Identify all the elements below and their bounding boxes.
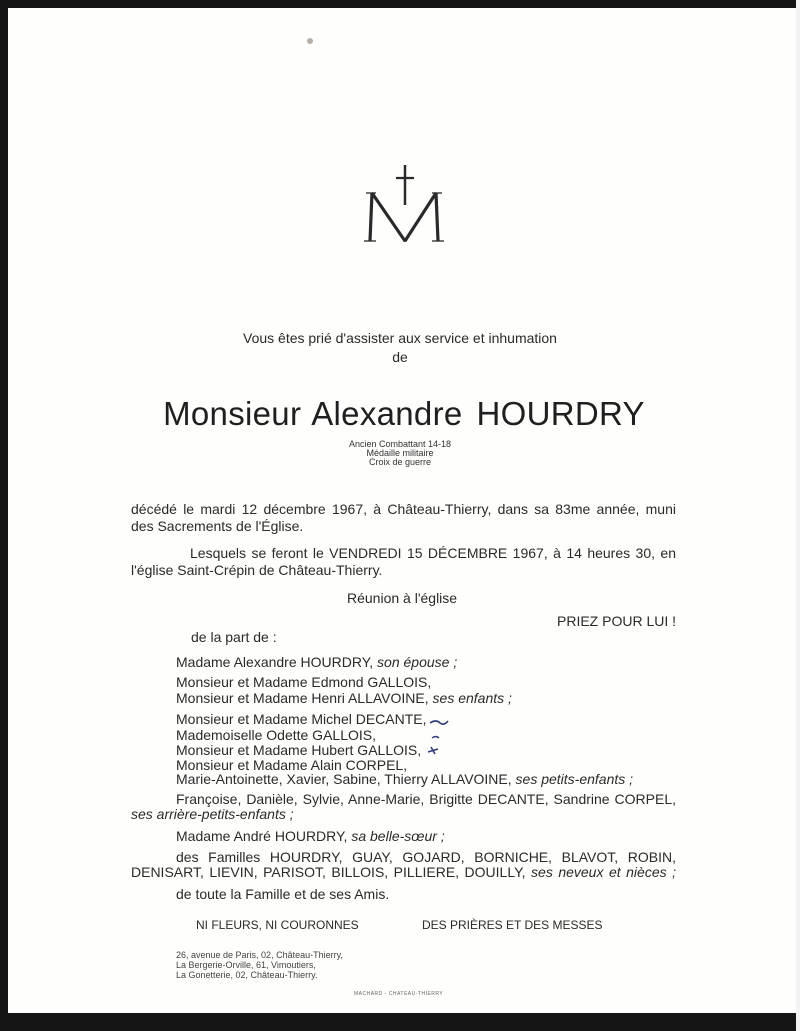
invitation-de: de xyxy=(392,349,408,365)
paper-spot xyxy=(307,38,313,44)
reunion-text: Réunion à l'église xyxy=(347,590,458,606)
mourning-border-top xyxy=(0,0,800,8)
address-2: La Bergerie-Orville, 61, Vimoutiers, xyxy=(176,960,316,970)
address-1: 26, avenue de Paris, 02, Château-Thierry, xyxy=(176,950,343,960)
printer-mark: MACHARD - CHATEAU-THIERRY xyxy=(354,991,444,997)
deceased-title: Monsieur xyxy=(163,395,302,432)
de-la-part: de la part de : xyxy=(191,629,277,645)
grandchild-line-5 xyxy=(176,771,633,787)
children-role: ses enfants ; xyxy=(432,690,512,706)
mourning-border-bottom xyxy=(0,1013,800,1031)
funeral-line-1: Lesquels se feront le VENDREDI 15 DÉCEMBRE 1967, à 14 heures 30, en xyxy=(190,545,676,561)
child-line-1: Monsieur et Madame Edmond GALLOIS, xyxy=(176,674,432,690)
grandchild-line-4: Monsieur et Madame Alain CORPEL, xyxy=(176,757,408,773)
nephews-role: ses neveux et nièces ; xyxy=(531,864,677,880)
address-3: La Gonetterie, 02, Château-Thierry. xyxy=(176,970,318,980)
deceased-name xyxy=(0,395,800,433)
mary-monogram-icon xyxy=(360,165,446,245)
pen-annotation-marks xyxy=(426,716,458,762)
spouse-line xyxy=(176,654,457,670)
decoration-croix: Croix de guerre xyxy=(368,457,432,467)
decoration-medal: Médaille militaire xyxy=(366,448,434,458)
prayers-masses-text: DES PRIÈRES ET DES MESSES xyxy=(422,918,603,932)
decoration-veteran: Ancien Combattant 14-18 xyxy=(348,439,452,449)
no-flowers-text: NI FLEURS, NI COURONNES xyxy=(196,918,359,932)
sister-in-law-line xyxy=(176,828,445,844)
great-grandchildren-names: Françoise, Danièle, Sylvie, Anne-Marie, Brigitte DECANTE, Sandrine CORPEL, xyxy=(176,791,676,807)
spouse-role: son épouse ; xyxy=(377,654,458,670)
page-edge-right xyxy=(796,0,800,1031)
mourning-border-left xyxy=(0,0,8,1031)
grandchild-line-2: Mademoiselle Odette GALLOIS, xyxy=(176,727,376,743)
deceased-first-name: Alexandre xyxy=(311,395,463,432)
grandchildren-role: ses petits-enfants ; xyxy=(515,771,634,787)
grandchild-line-3: Monsieur et Madame Hubert GALLOIS, xyxy=(176,742,422,758)
grandchildren-names: Marie-Antoinette, Xavier, Sabine, Thierry ALLAVOINE, xyxy=(176,771,512,787)
great-grandchildren-role: ses arrière-petits-enfants ; xyxy=(131,806,294,822)
families-names: DENISART, LIEVIN, PARISOT, BILLOIS, PILLIERE, DOUILLY, xyxy=(131,864,526,880)
prayer-text: PRIEZ POUR LUI ! xyxy=(557,613,677,629)
deceased-last-name: HOURDRY xyxy=(476,395,645,432)
grandchild-line-1: Monsieur et Madame Michel DECANTE, xyxy=(176,711,427,727)
child-line-2 xyxy=(176,690,512,706)
friends-line: de toute la Famille et de ses Amis. xyxy=(176,886,390,902)
spouse-name: Madame Alexandre HOURDRY, xyxy=(176,654,374,670)
invitation-text: Vous êtes prié d'assister aux service et inhumation xyxy=(243,330,557,346)
families-line-1: des Familles HOURDRY, GUAY, GOJARD, BORNICHE, BLAVOT, ROBIN, xyxy=(176,849,676,865)
funeral-line-2: l'église Saint-Crépin de Château-Thierry. xyxy=(131,562,383,578)
sister-in-law-role: sa belle-sœur ; xyxy=(351,828,445,844)
families-line-2 xyxy=(131,864,676,880)
death-notice-line-1: décédé le mardi 12 décembre 1967, à Château-Thierry, dans sa 83me année, muni xyxy=(131,501,676,517)
sister-in-law-name: Madame André HOURDRY, xyxy=(176,828,348,844)
death-notice-line-2: des Sacrements de l'Église. xyxy=(131,518,304,534)
child-2-name: Monsieur et Madame Henri ALLAVOINE, xyxy=(176,690,429,706)
